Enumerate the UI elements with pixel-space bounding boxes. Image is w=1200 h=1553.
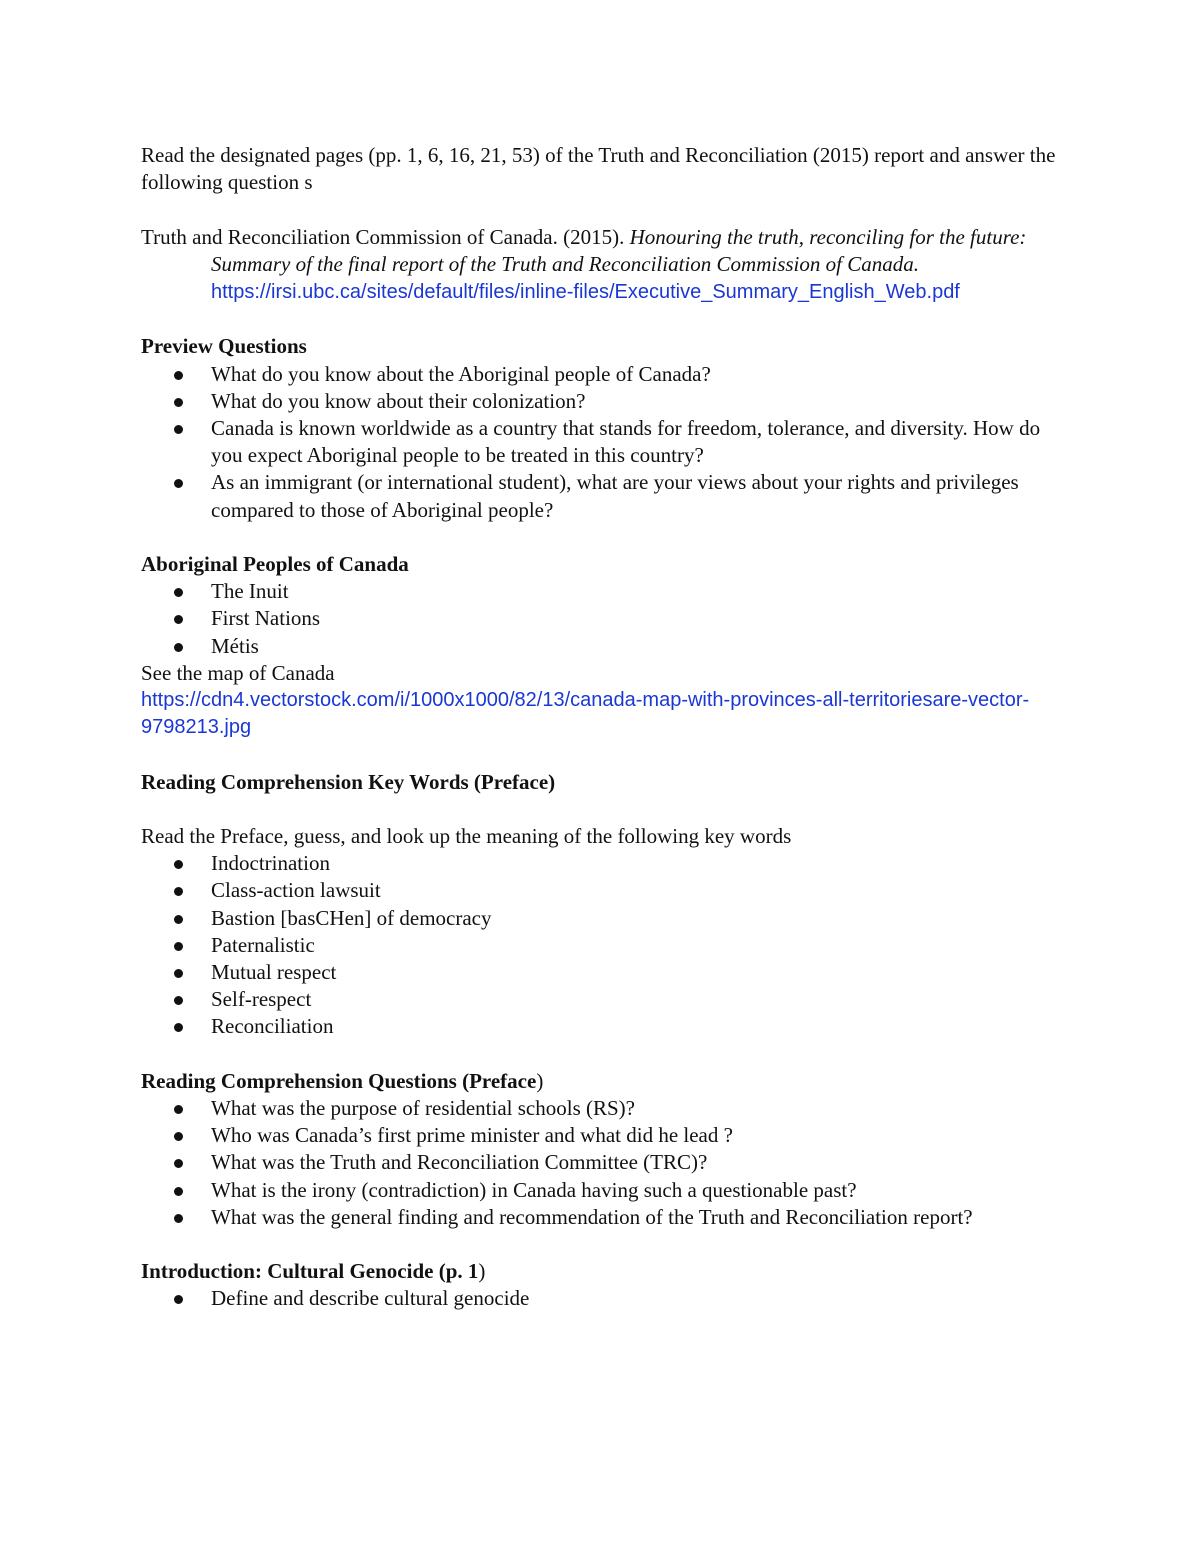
list-item: Mutual respect — [141, 959, 1071, 986]
bullet-icon — [174, 1159, 183, 1168]
bullet-icon — [174, 860, 183, 869]
citation-author: Truth and Reconciliation Commission of Canada. (2015). — [141, 224, 630, 249]
map-text: See the map of Canada — [141, 660, 335, 685]
bullet-icon — [174, 479, 183, 488]
bullet-icon — [174, 942, 183, 951]
list-item: Bastion [basCHen] of democracy — [141, 905, 1071, 932]
list-item: What do you know about their colonization? — [141, 388, 1071, 415]
keywords-list — [141, 850, 1071, 1040]
spacer — [141, 196, 1071, 223]
bullet-icon — [174, 1105, 183, 1114]
list-item: Paternalistic — [141, 932, 1071, 959]
spacer — [141, 524, 1071, 551]
peoples-heading: Aboriginal Peoples of Canada — [141, 552, 409, 576]
bullet-icon — [174, 398, 183, 407]
keywords-instruction: Read the Preface, guess, and look up the meaning of the following key words — [141, 824, 792, 848]
list-item: First Nations — [141, 605, 1071, 632]
bullet-icon — [174, 588, 183, 597]
bullet-icon — [174, 996, 183, 1005]
bullet-icon — [174, 1023, 183, 1032]
bullet-icon — [174, 425, 183, 434]
list-item: Define and describe cultural genocide — [141, 1285, 1071, 1312]
citation-link[interactable]: https://irsi.ubc.ca/sites/default/files/inline-files/Executive_Summary_English_Web.pdf — [211, 281, 960, 303]
spacer — [141, 1231, 1071, 1258]
peoples-list — [141, 578, 1071, 660]
questions-list — [141, 1095, 1071, 1231]
list-item: Self-respect — [141, 986, 1071, 1013]
genocide-heading: Introduction: Cultural Genocide (p. 1) — [141, 1259, 486, 1284]
spacer — [141, 306, 1071, 333]
list-item: The Inuit — [141, 578, 1071, 605]
list-item: As an immigrant (or international student), what are your views about your rights and privileges compared to those of Aboriginal people? — [141, 469, 1071, 523]
citation-title: Honouring the truth, reconciling for the future: Summary of the final report of the Truth and Reconciliation Commission of Canada. — [211, 224, 1027, 276]
bullet-icon — [174, 915, 183, 924]
list-item: Métis — [141, 633, 1071, 660]
bullet-icon — [174, 643, 183, 652]
bullet-icon — [174, 615, 183, 624]
spacer — [141, 1041, 1071, 1068]
map-link[interactable]: https://cdn4.vectorstock.com/i/1000x1000/82/13/canada-map-with-provinces-all-territoriesare-vector-9798213.jpg — [141, 689, 1030, 739]
preview-list — [141, 361, 1071, 524]
list-item: Canada is known worldwide as a country that stands for freedom, tolerance, and diversity. How do you expect Aboriginal people to be treated in this country? — [141, 415, 1071, 469]
preview-heading: Preview Questions — [141, 334, 307, 359]
bullet-icon — [174, 1132, 183, 1141]
spacer — [141, 741, 1071, 768]
bullet-icon — [174, 1187, 183, 1196]
list-item: Class-action lawsuit — [141, 877, 1071, 904]
intro-paragraph: Read the designated pages (pp. 1, 6, 16, 21, 53) of the Truth and Reconciliation (2015) report and answer the following question s — [141, 143, 1056, 195]
spacer — [141, 796, 1071, 823]
list-item: Reconciliation — [141, 1013, 1071, 1040]
bullet-icon — [174, 969, 183, 978]
list-item: What is the irony (contradiction) in Canada having such a questionable past? — [141, 1177, 1071, 1204]
keywords-heading: Reading Comprehension Key Words (Preface) — [141, 769, 556, 794]
citation-paragraph — [141, 224, 1071, 307]
genocide-list — [141, 1285, 1071, 1312]
bullet-icon — [174, 1214, 183, 1223]
list-item: Indoctrination — [141, 850, 1071, 877]
list-item: What do you know about the Aboriginal people of Canada? — [141, 361, 1071, 388]
list-item: What was the Truth and Reconciliation Committee (TRC)? — [141, 1149, 1071, 1176]
document-page — [141, 142, 1071, 1313]
bullet-icon — [174, 1295, 183, 1304]
list-item: Who was Canada’s first prime minister and what did he lead ? — [141, 1122, 1071, 1149]
list-item: What was the purpose of residential schools (RS)? — [141, 1095, 1071, 1122]
list-item: What was the general finding and recommendation of the Truth and Reconciliation report? — [141, 1204, 1071, 1231]
bullet-icon — [174, 887, 183, 896]
questions-heading: Reading Comprehension Questions (Preface) — [141, 1068, 544, 1093]
bullet-icon — [174, 371, 183, 380]
